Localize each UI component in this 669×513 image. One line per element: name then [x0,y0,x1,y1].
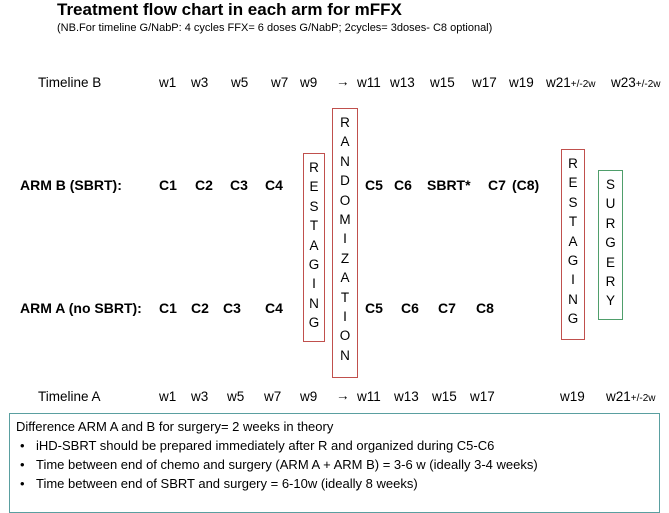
box-letter: E [568,175,578,191]
notes-box [9,413,660,513]
box-letter: R [605,274,616,290]
timeline-a-week: w13 [394,389,419,404]
timeline-b-week: w13 [390,75,415,90]
timeline-b-week: w19 [509,75,534,90]
arm-b-cycle: C7 [488,177,506,193]
box-letter: Y [605,293,615,309]
arm-a-cycle: C1 [159,300,177,316]
arm-a-cycle: C3 [223,300,241,316]
box-letter: T [568,214,578,230]
box-letter: R [568,156,578,171]
box-letter: G [567,311,579,327]
box-letter: I [343,309,347,325]
box-letter: S [309,198,319,214]
page-subtitle: (NB.For timeline G/NabP: 4 cycles FFX= 6 doses G/NabP; 2cycles= 3doses- C8 optional) [57,22,493,34]
arm-b-cycle: C1 [159,177,177,193]
arrow-icon: → [336,74,350,89]
box-letter: N [309,295,319,311]
box-letter: O [339,192,351,208]
timeline-b-week: w5 [231,75,249,90]
arm-a-cycle: C7 [438,300,456,316]
page-title: Treatment flow chart in each arm for mFFX [57,0,402,19]
timeline-a-week: w19 [560,389,585,404]
arm-b-cycle-optional: (C8) [512,177,540,193]
box-letter: A [340,134,350,150]
timeline-a-week: w5 [227,389,245,404]
box-letter: M [339,212,351,228]
surgery-box [598,170,623,320]
timeline-b-week: w11 [357,75,381,90]
week-tolerance: +/-2w [635,79,661,90]
timeline-a-week: w17 [470,389,495,404]
box-letter: S [605,177,615,192]
timeline-b-week: w15 [430,75,455,90]
box-letter: G [308,257,320,273]
box-letter: U [605,196,616,212]
box-letter: S [568,194,578,210]
box-letter: G [308,315,320,331]
arm-b-cycle: C4 [265,177,283,193]
arm-b-cycle: C6 [394,177,412,193]
box-letter: E [309,179,319,195]
timeline-b-week: w7 [271,75,289,90]
arm-b-cycle: C2 [195,177,213,193]
box-letter: T [340,289,350,305]
box-letter: R [340,115,350,130]
timeline-b-label: Timeline B [38,75,102,90]
box-letter: G [567,253,579,269]
timeline-a-week: w1 [159,389,177,404]
timeline-a-week: w11 [357,389,381,404]
box-letter: R [605,215,616,231]
arm-a-cycle: C8 [476,300,494,316]
arm-a-cycle: C2 [191,300,209,316]
arm-b-cycle: C3 [230,177,248,193]
week-label: w21 [606,389,631,404]
restaging-box-1 [303,153,325,342]
box-letter: I [571,272,575,288]
week-label: w23 [611,75,636,90]
box-letter: Z [340,250,350,266]
box-letter: A [568,233,578,249]
box-letter: R [309,160,319,175]
box-letter: O [339,328,351,344]
arm-b-sbrt: SBRT* [427,177,471,193]
timeline-a-label: Timeline A [38,389,101,404]
timeline-b-week: w3 [191,75,209,90]
box-letter: I [343,231,347,247]
box-letter: G [605,235,616,251]
timeline-a-week: w3 [191,389,209,404]
notes-bullet: • Time between end of SBRT and surgery = 6-10w (ideally 8 weeks) [16,474,653,493]
box-letter: A [340,270,350,286]
arm-b-label: ARM B (SBRT): [20,177,122,193]
restaging-box-2 [561,149,585,340]
box-letter: T [309,218,319,234]
timeline-a-week: w7 [264,389,282,404]
box-letter: A [309,237,319,253]
timeline-b-week [546,75,596,90]
arm-a-cycle: C6 [401,300,419,316]
arm-a-label: ARM A (no SBRT): [20,300,142,316]
arm-a-cycle: C4 [265,300,283,316]
timeline-a-week: w15 [432,389,457,404]
timeline-b-week: w9 [300,75,318,90]
timeline-a-week [606,389,656,404]
week-tolerance: +/-2w [570,79,596,90]
notes-bullet: • iHD-SBRT should be prepared immediately after R and organized during C5-C6 [16,436,653,455]
timeline-b-week: w1 [159,75,177,90]
week-label: w21 [546,75,571,90]
box-letter: E [605,254,615,270]
week-tolerance: +/-2w [630,393,656,404]
arrow-icon: → [336,388,350,403]
randomization-box [332,108,358,378]
arm-b-cycle: C5 [365,177,383,193]
box-letter: N [340,153,350,169]
timeline-b-week [611,75,661,90]
box-letter: N [340,347,350,363]
box-letter: I [312,276,316,292]
timeline-b-week: w17 [472,75,497,90]
notes-heading: Difference ARM A and B for surgery= 2 weeks in theory [16,419,334,434]
box-letter: N [568,291,578,307]
box-letter: D [340,173,350,189]
timeline-a-week: w9 [300,389,318,404]
notes-bullet: • Time between end of chemo and surgery (ARM A + ARM B) = 3-6 w (ideally 3-4 weeks) [16,455,653,474]
arm-a-cycle: C5 [365,300,383,316]
